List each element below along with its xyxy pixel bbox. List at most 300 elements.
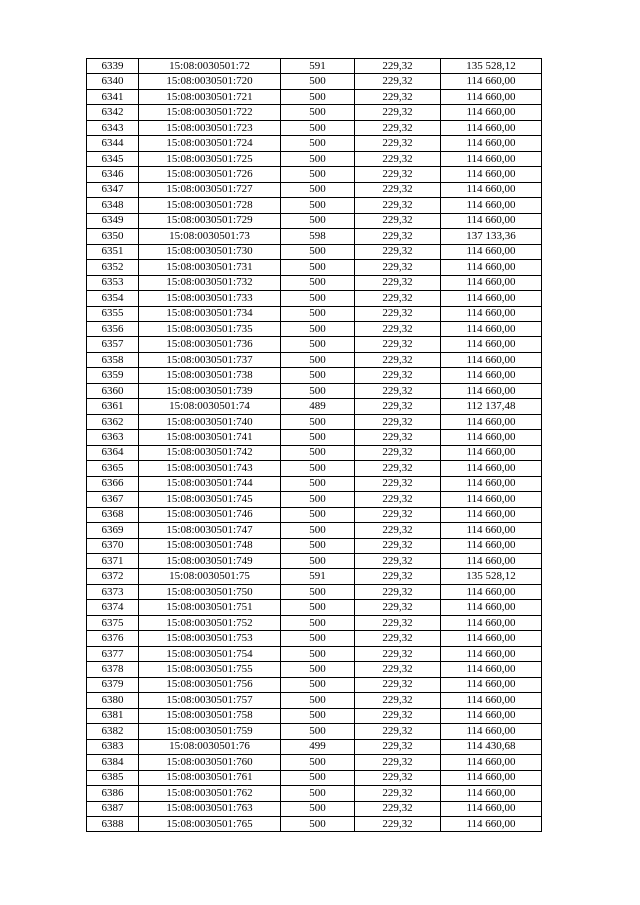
amount-cell: 114 660,00: [441, 724, 542, 739]
table-body: [87, 59, 542, 832]
table-row: [87, 770, 542, 785]
area-cell: 500: [281, 352, 355, 367]
cadastral-number-cell: 15:08:0030501:746: [139, 507, 281, 522]
amount-cell: 114 660,00: [441, 801, 542, 816]
area-cell: 500: [281, 538, 355, 553]
table-row: [87, 229, 542, 244]
table-row: [87, 646, 542, 661]
cadastral-number-cell: 15:08:0030501:724: [139, 136, 281, 151]
row-number-cell: 6350: [87, 229, 139, 244]
table-row: [87, 383, 542, 398]
cadastral-number-cell: 15:08:0030501:72: [139, 59, 281, 74]
area-cell: 591: [281, 59, 355, 74]
table-row: [87, 554, 542, 569]
amount-cell: 114 660,00: [441, 213, 542, 228]
area-cell: 500: [281, 492, 355, 507]
cadastral-number-cell: 15:08:0030501:738: [139, 368, 281, 383]
row-number-cell: 6363: [87, 430, 139, 445]
row-number-cell: 6374: [87, 600, 139, 615]
rate-cell: 229,32: [355, 461, 441, 476]
amount-cell: 114 660,00: [441, 693, 542, 708]
table-row: [87, 182, 542, 197]
rate-cell: 229,32: [355, 693, 441, 708]
row-number-cell: 6359: [87, 368, 139, 383]
amount-cell: 114 660,00: [441, 554, 542, 569]
table-row: [87, 631, 542, 646]
row-number-cell: 6378: [87, 662, 139, 677]
cadastral-number-cell: 15:08:0030501:731: [139, 260, 281, 275]
cadastral-number-cell: 15:08:0030501:733: [139, 291, 281, 306]
area-cell: 500: [281, 89, 355, 104]
rate-cell: 229,32: [355, 291, 441, 306]
row-number-cell: 6386: [87, 786, 139, 801]
table-row: [87, 105, 542, 120]
rate-cell: 229,32: [355, 646, 441, 661]
area-cell: 598: [281, 229, 355, 244]
amount-cell: 114 660,00: [441, 600, 542, 615]
row-number-cell: 6354: [87, 291, 139, 306]
rate-cell: 229,32: [355, 229, 441, 244]
table-row: [87, 615, 542, 630]
area-cell: 500: [281, 816, 355, 831]
rate-cell: 229,32: [355, 198, 441, 213]
row-number-cell: 6351: [87, 244, 139, 259]
row-number-cell: 6355: [87, 306, 139, 321]
rate-cell: 229,32: [355, 74, 441, 89]
cadastral-number-cell: 15:08:0030501:734: [139, 306, 281, 321]
table-row: [87, 198, 542, 213]
cadastral-number-cell: 15:08:0030501:736: [139, 337, 281, 352]
row-number-cell: 6361: [87, 399, 139, 414]
table-row: [87, 136, 542, 151]
row-number-cell: 6373: [87, 584, 139, 599]
row-number-cell: 6364: [87, 445, 139, 460]
cadastral-number-cell: 15:08:0030501:750: [139, 584, 281, 599]
cadastral-number-cell: 15:08:0030501:760: [139, 755, 281, 770]
cadastral-number-cell: 15:08:0030501:732: [139, 275, 281, 290]
row-number-cell: 6345: [87, 151, 139, 166]
area-cell: 500: [281, 120, 355, 135]
cadastral-number-cell: 15:08:0030501:737: [139, 352, 281, 367]
amount-cell: 114 660,00: [441, 786, 542, 801]
rate-cell: 229,32: [355, 306, 441, 321]
rate-cell: 229,32: [355, 801, 441, 816]
area-cell: 500: [281, 554, 355, 569]
rate-cell: 229,32: [355, 476, 441, 491]
amount-cell: 114 660,00: [441, 198, 542, 213]
table-row: [87, 306, 542, 321]
table-row: [87, 662, 542, 677]
cadastral-number-cell: 15:08:0030501:727: [139, 182, 281, 197]
cadastral-number-cell: 15:08:0030501:751: [139, 600, 281, 615]
table-row: [87, 584, 542, 599]
area-cell: 500: [281, 105, 355, 120]
amount-cell: 135 528,12: [441, 59, 542, 74]
table-row: [87, 213, 542, 228]
row-number-cell: 6377: [87, 646, 139, 661]
rate-cell: 229,32: [355, 275, 441, 290]
rate-cell: 229,32: [355, 399, 441, 414]
row-number-cell: 6358: [87, 352, 139, 367]
row-number-cell: 6384: [87, 755, 139, 770]
cadastral-number-cell: 15:08:0030501:742: [139, 445, 281, 460]
row-number-cell: 6385: [87, 770, 139, 785]
area-cell: 500: [281, 244, 355, 259]
table-row: [87, 414, 542, 429]
row-number-cell: 6372: [87, 569, 139, 584]
table-row: [87, 89, 542, 104]
row-number-cell: 6360: [87, 383, 139, 398]
amount-cell: 114 660,00: [441, 662, 542, 677]
rate-cell: 229,32: [355, 167, 441, 182]
area-cell: 500: [281, 445, 355, 460]
rate-cell: 229,32: [355, 770, 441, 785]
table-row: [87, 538, 542, 553]
table-row: [87, 337, 542, 352]
amount-cell: 114 660,00: [441, 260, 542, 275]
area-cell: 500: [281, 646, 355, 661]
table-row: [87, 275, 542, 290]
area-cell: 500: [281, 584, 355, 599]
data-table: [86, 58, 542, 832]
row-number-cell: 6370: [87, 538, 139, 553]
amount-cell: 114 660,00: [441, 584, 542, 599]
area-cell: 500: [281, 306, 355, 321]
row-number-cell: 6349: [87, 213, 139, 228]
table-row: [87, 151, 542, 166]
amount-cell: 114 660,00: [441, 492, 542, 507]
rate-cell: 229,32: [355, 677, 441, 692]
rate-cell: 229,32: [355, 321, 441, 336]
rate-cell: 229,32: [355, 59, 441, 74]
rate-cell: 229,32: [355, 136, 441, 151]
rate-cell: 229,32: [355, 244, 441, 259]
table-row: [87, 677, 542, 692]
area-cell: 500: [281, 631, 355, 646]
area-cell: 500: [281, 414, 355, 429]
area-cell: 500: [281, 151, 355, 166]
area-cell: 500: [281, 786, 355, 801]
row-number-cell: 6367: [87, 492, 139, 507]
rate-cell: 229,32: [355, 554, 441, 569]
amount-cell: 114 660,00: [441, 89, 542, 104]
cadastral-number-cell: 15:08:0030501:726: [139, 167, 281, 182]
row-number-cell: 6352: [87, 260, 139, 275]
amount-cell: 114 660,00: [441, 507, 542, 522]
cadastral-number-cell: 15:08:0030501:756: [139, 677, 281, 692]
rate-cell: 229,32: [355, 708, 441, 723]
row-number-cell: 6357: [87, 337, 139, 352]
row-number-cell: 6362: [87, 414, 139, 429]
table-row: [87, 786, 542, 801]
amount-cell: 114 660,00: [441, 182, 542, 197]
amount-cell: 114 660,00: [441, 167, 542, 182]
cadastral-number-cell: 15:08:0030501:753: [139, 631, 281, 646]
row-number-cell: 6353: [87, 275, 139, 290]
amount-cell: 114 660,00: [441, 816, 542, 831]
area-cell: 500: [281, 198, 355, 213]
table-row: [87, 476, 542, 491]
rate-cell: 229,32: [355, 383, 441, 398]
cadastral-number-cell: 15:08:0030501:749: [139, 554, 281, 569]
area-cell: 500: [281, 74, 355, 89]
cadastral-number-cell: 15:08:0030501:76: [139, 739, 281, 754]
table-row: [87, 492, 542, 507]
amount-cell: 114 660,00: [441, 538, 542, 553]
area-cell: 500: [281, 600, 355, 615]
amount-cell: 112 137,48: [441, 399, 542, 414]
row-number-cell: 6341: [87, 89, 139, 104]
rate-cell: 229,32: [355, 523, 441, 538]
row-number-cell: 6343: [87, 120, 139, 135]
rate-cell: 229,32: [355, 260, 441, 275]
table-row: [87, 430, 542, 445]
row-number-cell: 6383: [87, 739, 139, 754]
area-cell: 500: [281, 523, 355, 538]
area-cell: 500: [281, 507, 355, 522]
area-cell: 500: [281, 476, 355, 491]
amount-cell: 114 660,00: [441, 677, 542, 692]
row-number-cell: 6380: [87, 693, 139, 708]
area-cell: 500: [281, 275, 355, 290]
row-number-cell: 6382: [87, 724, 139, 739]
row-number-cell: 6369: [87, 523, 139, 538]
area-cell: 500: [281, 321, 355, 336]
cadastral-number-cell: 15:08:0030501:744: [139, 476, 281, 491]
area-cell: 500: [281, 383, 355, 398]
row-number-cell: 6348: [87, 198, 139, 213]
cadastral-number-cell: 15:08:0030501:728: [139, 198, 281, 213]
cadastral-number-cell: 15:08:0030501:722: [139, 105, 281, 120]
row-number-cell: 6371: [87, 554, 139, 569]
cadastral-number-cell: 15:08:0030501:741: [139, 430, 281, 445]
table-row: [87, 260, 542, 275]
amount-cell: 114 660,00: [441, 476, 542, 491]
rate-cell: 229,32: [355, 816, 441, 831]
row-number-cell: 6339: [87, 59, 139, 74]
cadastral-number-cell: 15:08:0030501:755: [139, 662, 281, 677]
rate-cell: 229,32: [355, 445, 441, 460]
cadastral-number-cell: 15:08:0030501:73: [139, 229, 281, 244]
amount-cell: 114 660,00: [441, 414, 542, 429]
amount-cell: 114 660,00: [441, 136, 542, 151]
amount-cell: 114 660,00: [441, 306, 542, 321]
cadastral-number-cell: 15:08:0030501:758: [139, 708, 281, 723]
amount-cell: 114 660,00: [441, 74, 542, 89]
area-cell: 500: [281, 755, 355, 770]
rate-cell: 229,32: [355, 89, 441, 104]
cadastral-number-cell: 15:08:0030501:723: [139, 120, 281, 135]
rate-cell: 229,32: [355, 120, 441, 135]
table-row: [87, 244, 542, 259]
area-cell: 500: [281, 368, 355, 383]
rate-cell: 229,32: [355, 569, 441, 584]
table-row: [87, 708, 542, 723]
amount-cell: 114 660,00: [441, 631, 542, 646]
amount-cell: 114 660,00: [441, 291, 542, 306]
area-cell: 500: [281, 136, 355, 151]
cadastral-number-cell: 15:08:0030501:743: [139, 461, 281, 476]
rate-cell: 229,32: [355, 182, 441, 197]
rate-cell: 229,32: [355, 151, 441, 166]
cadastral-number-cell: 15:08:0030501:725: [139, 151, 281, 166]
table-row: [87, 461, 542, 476]
area-cell: 500: [281, 693, 355, 708]
rate-cell: 229,32: [355, 492, 441, 507]
amount-cell: 114 660,00: [441, 461, 542, 476]
rate-cell: 229,32: [355, 662, 441, 677]
area-cell: 500: [281, 662, 355, 677]
amount-cell: 114 660,00: [441, 337, 542, 352]
amount-cell: 114 660,00: [441, 770, 542, 785]
area-cell: 591: [281, 569, 355, 584]
area-cell: 500: [281, 770, 355, 785]
cadastral-number-cell: 15:08:0030501:730: [139, 244, 281, 259]
rate-cell: 229,32: [355, 538, 441, 553]
rate-cell: 229,32: [355, 755, 441, 770]
row-number-cell: 6387: [87, 801, 139, 816]
row-number-cell: 6381: [87, 708, 139, 723]
table-row: [87, 368, 542, 383]
cadastral-number-cell: 15:08:0030501:747: [139, 523, 281, 538]
cadastral-number-cell: 15:08:0030501:740: [139, 414, 281, 429]
table-row: [87, 445, 542, 460]
amount-cell: 114 660,00: [441, 708, 542, 723]
amount-cell: 114 660,00: [441, 105, 542, 120]
amount-cell: 114 660,00: [441, 352, 542, 367]
cadastral-number-cell: 15:08:0030501:74: [139, 399, 281, 414]
table-row: [87, 693, 542, 708]
amount-cell: 114 660,00: [441, 368, 542, 383]
cadastral-number-cell: 15:08:0030501:721: [139, 89, 281, 104]
amount-cell: 114 660,00: [441, 445, 542, 460]
area-cell: 500: [281, 337, 355, 352]
table-row: [87, 801, 542, 816]
row-number-cell: 6347: [87, 182, 139, 197]
table-row: [87, 59, 542, 74]
table-row: [87, 321, 542, 336]
amount-cell: 114 660,00: [441, 383, 542, 398]
row-number-cell: 6388: [87, 816, 139, 831]
area-cell: 500: [281, 260, 355, 275]
amount-cell: 114 660,00: [441, 615, 542, 630]
amount-cell: 114 660,00: [441, 275, 542, 290]
rate-cell: 229,32: [355, 584, 441, 599]
cadastral-number-cell: 15:08:0030501:754: [139, 646, 281, 661]
table-row: [87, 120, 542, 135]
row-number-cell: 6375: [87, 615, 139, 630]
amount-cell: 114 660,00: [441, 646, 542, 661]
cadastral-number-cell: 15:08:0030501:765: [139, 816, 281, 831]
cadastral-number-cell: 15:08:0030501:762: [139, 786, 281, 801]
cadastral-number-cell: 15:08:0030501:735: [139, 321, 281, 336]
table-row: [87, 755, 542, 770]
rate-cell: 229,32: [355, 430, 441, 445]
area-cell: 499: [281, 739, 355, 754]
area-cell: 500: [281, 213, 355, 228]
row-number-cell: 6365: [87, 461, 139, 476]
table-row: [87, 523, 542, 538]
table-row: [87, 167, 542, 182]
rate-cell: 229,32: [355, 739, 441, 754]
row-number-cell: 6356: [87, 321, 139, 336]
rate-cell: 229,32: [355, 507, 441, 522]
cadastral-number-cell: 15:08:0030501:748: [139, 538, 281, 553]
table-row: [87, 600, 542, 615]
area-cell: 500: [281, 461, 355, 476]
table-row: [87, 399, 542, 414]
row-number-cell: 6368: [87, 507, 139, 522]
area-cell: 500: [281, 615, 355, 630]
table-row: [87, 724, 542, 739]
cadastral-number-cell: 15:08:0030501:745: [139, 492, 281, 507]
amount-cell: 114 660,00: [441, 151, 542, 166]
rate-cell: 229,32: [355, 414, 441, 429]
table-row: [87, 569, 542, 584]
row-number-cell: 6366: [87, 476, 139, 491]
cadastral-number-cell: 15:08:0030501:752: [139, 615, 281, 630]
amount-cell: 114 660,00: [441, 430, 542, 445]
amount-cell: 114 430,68: [441, 739, 542, 754]
rate-cell: 229,32: [355, 600, 441, 615]
cadastral-number-cell: 15:08:0030501:759: [139, 724, 281, 739]
cadastral-number-cell: 15:08:0030501:757: [139, 693, 281, 708]
table-row: [87, 739, 542, 754]
area-cell: 500: [281, 167, 355, 182]
amount-cell: 114 660,00: [441, 244, 542, 259]
area-cell: 500: [281, 182, 355, 197]
cadastral-number-cell: 15:08:0030501:720: [139, 74, 281, 89]
rate-cell: 229,32: [355, 213, 441, 228]
area-cell: 500: [281, 430, 355, 445]
table-row: [87, 352, 542, 367]
cadastral-number-cell: 15:08:0030501:763: [139, 801, 281, 816]
rate-cell: 229,32: [355, 724, 441, 739]
row-number-cell: 6346: [87, 167, 139, 182]
rate-cell: 229,32: [355, 631, 441, 646]
rate-cell: 229,32: [355, 105, 441, 120]
rate-cell: 229,32: [355, 615, 441, 630]
amount-cell: 135 528,12: [441, 569, 542, 584]
row-number-cell: 6379: [87, 677, 139, 692]
amount-cell: 114 660,00: [441, 523, 542, 538]
cadastral-number-cell: 15:08:0030501:761: [139, 770, 281, 785]
row-number-cell: 6342: [87, 105, 139, 120]
rate-cell: 229,32: [355, 352, 441, 367]
area-cell: 500: [281, 724, 355, 739]
rate-cell: 229,32: [355, 337, 441, 352]
rate-cell: 229,32: [355, 368, 441, 383]
rate-cell: 229,32: [355, 786, 441, 801]
cadastral-number-cell: 15:08:0030501:729: [139, 213, 281, 228]
table-row: [87, 74, 542, 89]
area-cell: 489: [281, 399, 355, 414]
amount-cell: 114 660,00: [441, 120, 542, 135]
cadastral-number-cell: 15:08:0030501:75: [139, 569, 281, 584]
amount-cell: 114 660,00: [441, 321, 542, 336]
row-number-cell: 6344: [87, 136, 139, 151]
table-row: [87, 816, 542, 831]
area-cell: 500: [281, 677, 355, 692]
area-cell: 500: [281, 708, 355, 723]
table-row: [87, 507, 542, 522]
amount-cell: 114 660,00: [441, 755, 542, 770]
area-cell: 500: [281, 801, 355, 816]
row-number-cell: 6340: [87, 74, 139, 89]
row-number-cell: 6376: [87, 631, 139, 646]
table-row: [87, 291, 542, 306]
area-cell: 500: [281, 291, 355, 306]
